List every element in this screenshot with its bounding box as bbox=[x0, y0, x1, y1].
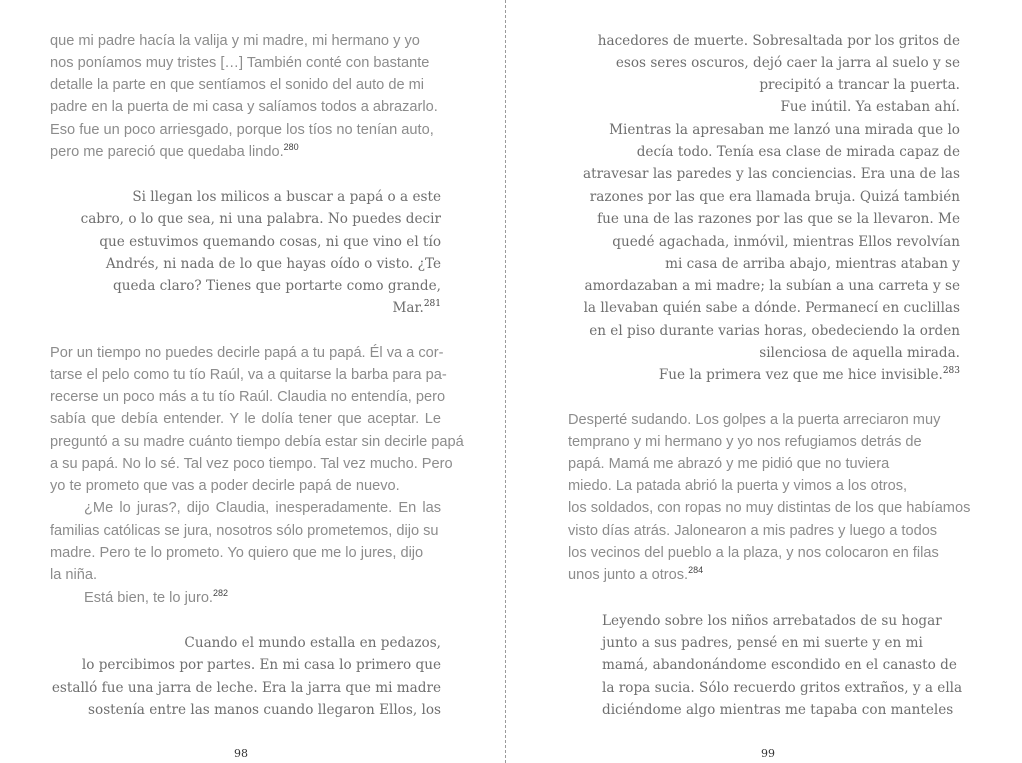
text-line: detalle la parte en que sentíamos el sonido del auto de mi bbox=[50, 77, 425, 93]
text-span: pero me pareció que quedaba lindo. bbox=[50, 144, 284, 160]
text-line: que estuvimos quemando cosas, ni que vino el tío bbox=[99, 234, 441, 250]
text-line: cabro, o lo que sea, ni una palabra. No puedes decir bbox=[80, 211, 441, 227]
page-number: 98 bbox=[234, 747, 248, 760]
text-span: Mar. bbox=[392, 300, 424, 316]
text-line: amordazaban a mi madre; la subían a una carreta y se bbox=[584, 278, 960, 294]
text-line bbox=[50, 141, 299, 163]
text-line: en el piso durante varias horas, obedeciendo la orden bbox=[589, 323, 960, 339]
text-line: estalló fue una jarra de leche. Era la jarra que mi madre bbox=[51, 680, 441, 696]
text-line: recerse un poco más a tu tío Raúl. Claudia no entendía, pero bbox=[50, 389, 446, 405]
text-line: visto días atrás. Jalonearon a mis padres y luego a todos bbox=[568, 523, 938, 539]
text-line: Eso fue un poco arriesgado, porque los tíos no tenían auto, bbox=[50, 122, 434, 138]
text-line: Desperté sudando. Los golpes a la puerta arreciaron muy bbox=[568, 412, 941, 428]
text-line: Por un tiempo no puedes decirle papá a tu papá. Él va a cor- bbox=[50, 345, 444, 361]
text-line: nos poníamos muy tristes […] También conté con bastante bbox=[50, 55, 430, 71]
text-line: a su papá. No lo sé. Tal vez poco tiempo. Tal vez mucho. Pero bbox=[50, 456, 453, 472]
text-line: Leyendo sobre los niños arrebatados de su hogar bbox=[602, 613, 942, 629]
footnote-ref: 283 bbox=[942, 366, 960, 376]
text-line: yo te prometo que vas a poder decirle papá de nuevo. bbox=[50, 478, 400, 494]
footnote-ref: 280 bbox=[283, 142, 299, 152]
text-line: esos seres oscuros, dejó caer la jarra al suelo y se bbox=[615, 55, 960, 71]
text-span: Fue la primera vez que me hice invisible. bbox=[658, 367, 943, 383]
text-line: sabía que debía entender. Y le dolía tener que aceptar. Le bbox=[50, 411, 441, 427]
text-line: Cuando el mundo estalla en pedazos, bbox=[184, 635, 441, 651]
text-line: fue una de las razones por las que se la llevaron. Me bbox=[597, 211, 960, 227]
text-line: padre en la puerta de mi casa y salíamos todos a abrazarlo. bbox=[50, 99, 438, 115]
text-line: razones por las que era llamada bruja. Quizá también bbox=[589, 189, 960, 205]
text-line: quedé agachada, inmóvil, mientras Ellos revolvían bbox=[612, 234, 960, 250]
text-line: mamá, abandonándome escondido en el canasto de bbox=[602, 657, 957, 673]
footnote-ref: 281 bbox=[423, 299, 441, 309]
text-line: los vecinos del pueblo a la plaza, y nos colocaron en filas bbox=[568, 545, 939, 561]
text-line: decía todo. Tenía esa clase de mirada capaz de bbox=[636, 144, 960, 160]
text-line: mi casa de arriba abajo, mientras ataban y bbox=[665, 256, 960, 272]
text-line: Andrés, ni nada de lo que hayas oído o visto. ¿Te bbox=[105, 256, 441, 272]
text-line: los soldados, con ropas no muy distintas de los que habíamos bbox=[568, 500, 971, 516]
page-divider bbox=[505, 0, 506, 763]
text-span: unos junto a otros. bbox=[568, 567, 689, 583]
text-line: ¿Me lo juras?, dijo Claudia, inesperadamente. En las bbox=[84, 500, 441, 516]
text-line: lo percibimos por partes. En mi casa lo primero que bbox=[81, 657, 441, 673]
text-line bbox=[659, 364, 960, 386]
text-line: atravesar las paredes y las conciencias. Era una de las bbox=[583, 166, 960, 182]
text-line: la ropa sucia. Sólo recuerdo gritos extraños, y a ella bbox=[602, 680, 963, 696]
footnote-ref: 282 bbox=[213, 588, 229, 598]
page-number: 99 bbox=[761, 747, 775, 760]
text-line bbox=[568, 564, 703, 586]
text-line: diciéndome algo mientras me tapaba con manteles bbox=[602, 702, 954, 718]
text-span: Está bien, te lo juro. bbox=[84, 590, 213, 606]
text-line: familias católicas se jura, nosotros sólo prometemos, dijo su bbox=[50, 523, 439, 539]
text-line bbox=[84, 587, 228, 609]
text-line: temprano y mi hermano y yo nos refugiamos detrás de bbox=[568, 434, 922, 450]
text-line: queda claro? Tienes que portarte como grande, bbox=[113, 278, 441, 294]
text-line: junto a sus padres, pensé en mi suerte y en mi bbox=[602, 635, 923, 651]
text-line: tarse el pelo como tu tío Raúl, va a quitarse la barba para pa- bbox=[50, 367, 447, 383]
text-line: Mientras la apresaban me lanzó una mirada que lo bbox=[609, 122, 960, 138]
text-line: hacedores de muerte. Sobresaltada por los gritos de bbox=[597, 33, 960, 49]
text-line: preguntó a su madre cuánto tiempo debía estar sin decirle papá bbox=[50, 434, 464, 450]
text-line: silenciosa de aquella mirada. bbox=[759, 345, 960, 361]
text-line: madre. Pero te lo prometo. Yo quiero que me lo jures, dijo bbox=[50, 545, 424, 561]
text-line bbox=[392, 297, 441, 319]
text-line: papá. Mamá me abrazó y me pidió que no tuviera bbox=[568, 456, 890, 472]
text-line: precipitó a trancar la puerta. bbox=[759, 77, 960, 93]
text-line: la niña. bbox=[50, 567, 98, 583]
text-line: sostenía entre las manos cuando llegaron Ellos, los bbox=[88, 702, 441, 718]
text-line: Si llegan los milicos a buscar a papá o a este bbox=[132, 189, 441, 205]
text-line: Fue inútil. Ya estaban ahí. bbox=[780, 99, 960, 115]
footnote-ref: 284 bbox=[688, 565, 704, 575]
text-line: que mi padre hacía la valija y mi madre, mi hermano y yo bbox=[50, 33, 420, 49]
text-line: la llevaban quién sabe a dónde. Permanecí en cuclillas bbox=[583, 300, 960, 316]
text-line: miedo. La patada abrió la puerta y vimos a los otros, bbox=[568, 478, 908, 494]
